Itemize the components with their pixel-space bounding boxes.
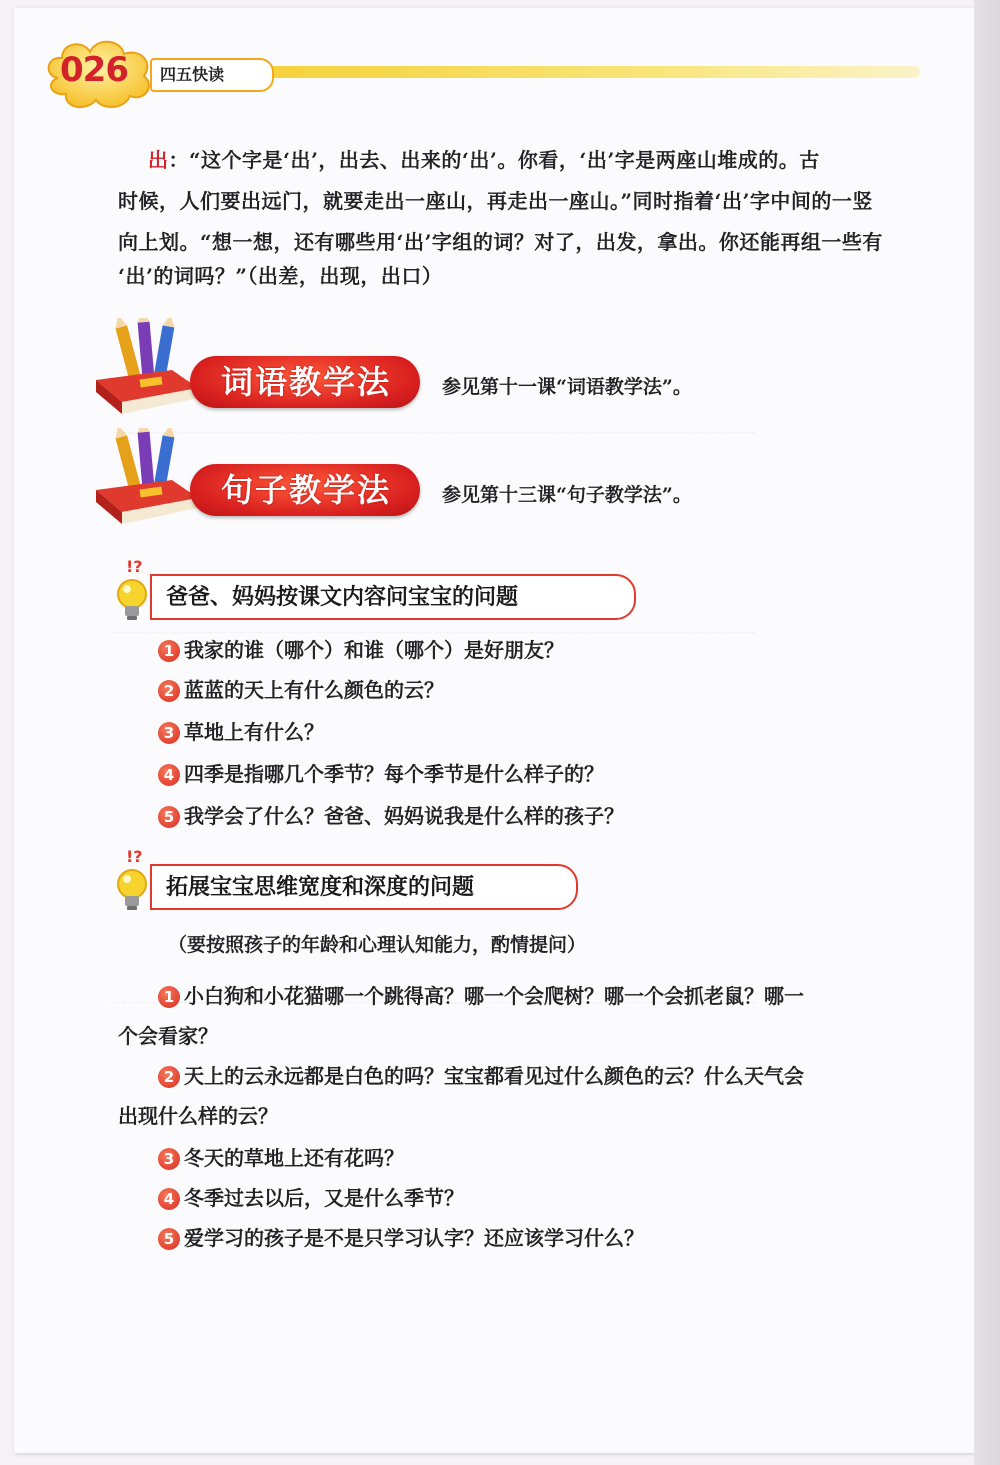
books-pencils-icon [92, 428, 202, 528]
intro-highlight: 出 [148, 148, 169, 172]
intro-line-3: 向上划。“想一想，还有哪些用‘出’字组的词？对了，出发，拿出。你还能再组一些有 [118, 230, 883, 254]
section1-title: 爸爸、妈妈按课文内容问宝宝的问题 [166, 585, 519, 610]
intro-line-1: 出：“这个字是‘出’，出去、出来的‘出’。你看，‘出’字是两座山堆成的。古 [148, 148, 820, 172]
method-ref-words: 参见第十一课“词语教学法”。 [442, 376, 692, 398]
intro-line-4: ‘出’的词吗？”（出差，出现，出口） [118, 264, 443, 288]
book-spine [974, 0, 1000, 1465]
section2-question-2-cont: 出现什么样的云？ [118, 1104, 278, 1128]
number-badge: 1 [158, 640, 180, 662]
method-title-sentences: 句子教学法 [220, 471, 391, 509]
section2-question-3: 3 冬天的草地上还有花吗？ [158, 1140, 404, 1176]
section1-question-5: 5 我学会了什么？爸爸、妈妈说我是什么样的孩子？ [158, 798, 624, 834]
books-pencils-icon [92, 318, 202, 418]
number-badge: 2 [158, 680, 180, 702]
number-badge: 3 [158, 722, 180, 744]
svg-text:!?: !? [126, 557, 143, 576]
section2-question-2: 2 天上的云永远都是白色的吗？宝宝都看见过什么颜色的云？什么天气会 [158, 1058, 804, 1094]
number-badge: 5 [158, 1228, 180, 1250]
section2-note: （要按照孩子的年龄和心理认知能力，酌情提问） [168, 934, 587, 956]
section1-question-3: 3 草地上有什么？ [158, 714, 324, 750]
section2-question-5: 5 爱学习的孩子是不是只学习认字？还应该学习什么？ [158, 1220, 644, 1256]
section2-question-4: 4 冬季过去以后，又是什么季节？ [158, 1180, 464, 1216]
number-badge: 3 [158, 1148, 180, 1170]
section2-question-1-cont: 个会看家？ [118, 1024, 218, 1048]
number-badge: 1 [158, 986, 180, 1008]
section2-title: 拓展宝宝思维宽度和深度的问题 [166, 875, 475, 900]
intro-line-2: 时候，人们要出远门，就要走出一座山，再走出一座山。”同时指着‘出’字中间的一竖 [118, 189, 873, 213]
header-bar [270, 66, 920, 78]
svg-text:!?: !? [126, 847, 143, 866]
method-title-words: 词语教学法 [220, 363, 391, 401]
number-badge: 2 [158, 1066, 180, 1088]
section2-question-1: 1 小白狗和小花猫哪一个跳得高？哪一个会爬树？哪一个会抓老鼠？哪一 [158, 978, 804, 1014]
number-badge: 4 [158, 1188, 180, 1210]
section1-question-4: 4 四季是指哪几个季节？每个季节是什么样子的？ [158, 756, 604, 792]
number-badge: 5 [158, 806, 180, 828]
bleed-through-text [110, 420, 756, 445]
method-ref-sentences: 参见第十三课“句子教学法”。 [442, 484, 692, 506]
number-badge: 4 [158, 764, 180, 786]
section1-question-2: 2 蓝蓝的天上有什么颜色的云？ [158, 672, 444, 708]
section1-question-1: 1 我家的谁（哪个）和谁（哪个）是好朋友？ [158, 632, 564, 668]
page-number: 026 [60, 50, 128, 90]
book-title: 四五快读 [160, 65, 225, 84]
